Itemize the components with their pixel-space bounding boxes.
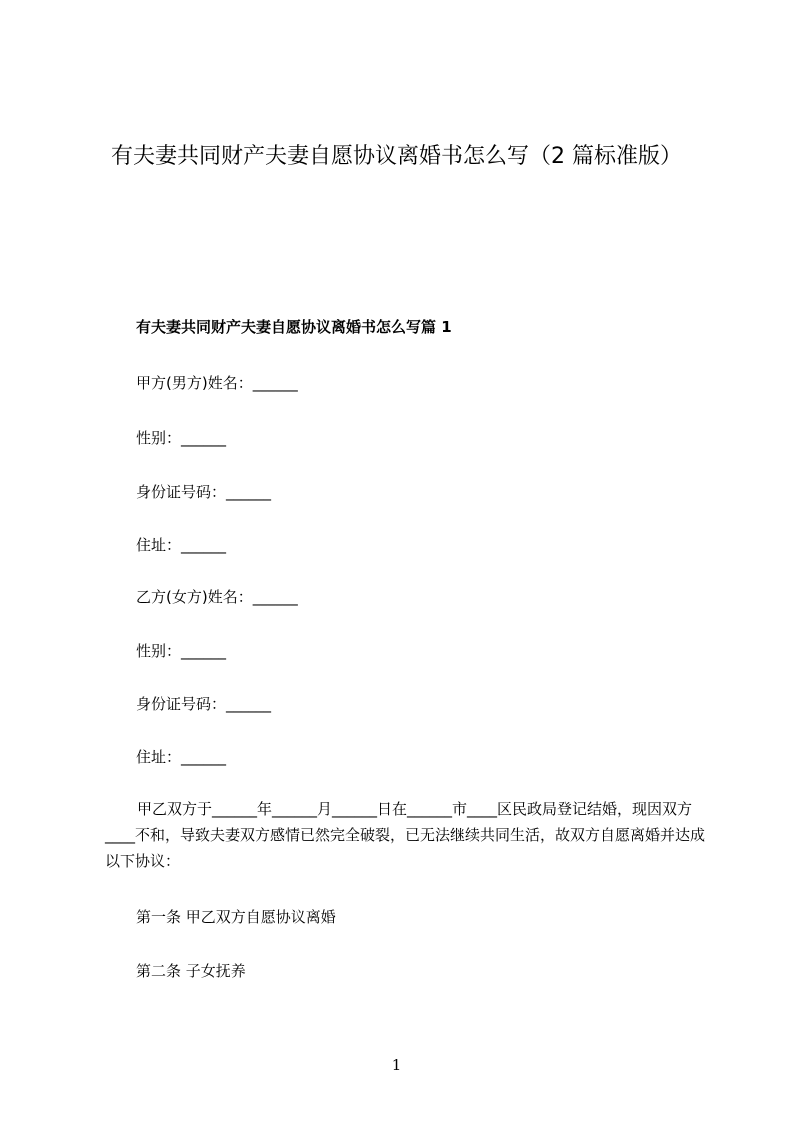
field-party-b-gender: 性别：______ — [136, 642, 227, 660]
page-number: 1 — [391, 1056, 402, 1074]
section-heading: 有夫妻共同财产夫妻自愿协议离婚书怎么写篇 1 — [136, 318, 452, 336]
article-1: 第一条 甲乙双方自愿协议离婚 — [136, 908, 336, 926]
field-party-a-address: 住址：______ — [136, 536, 227, 554]
article-2: 第二条 子女抚养 — [136, 962, 246, 980]
field-party-a-id-number: 身份证号码：______ — [136, 483, 272, 501]
field-party-b-address: 住址：______ — [136, 748, 227, 766]
marriage-statement-text: 甲乙双方于______年______月______日在______市____区民政局登记结婚，现因双方____不和，导致夫妻双方感情已然完全破裂，已无法继续共同生活，故双方自愿离婚并达成以下协议： — [105, 800, 706, 870]
marriage-statement-paragraph — [105, 796, 705, 874]
field-party-a-gender: 性别：______ — [136, 429, 227, 447]
field-party-b-id-number: 身份证号码：______ — [136, 695, 272, 713]
document-title: 有夫妻共同财产夫妻自愿协议离婚书怎么写（2 篇标准版） — [111, 144, 682, 169]
field-party-a-name: 甲方(男方)姓名：______ — [136, 374, 298, 392]
field-party-b-name: 乙方(女方)姓名：______ — [136, 588, 298, 606]
